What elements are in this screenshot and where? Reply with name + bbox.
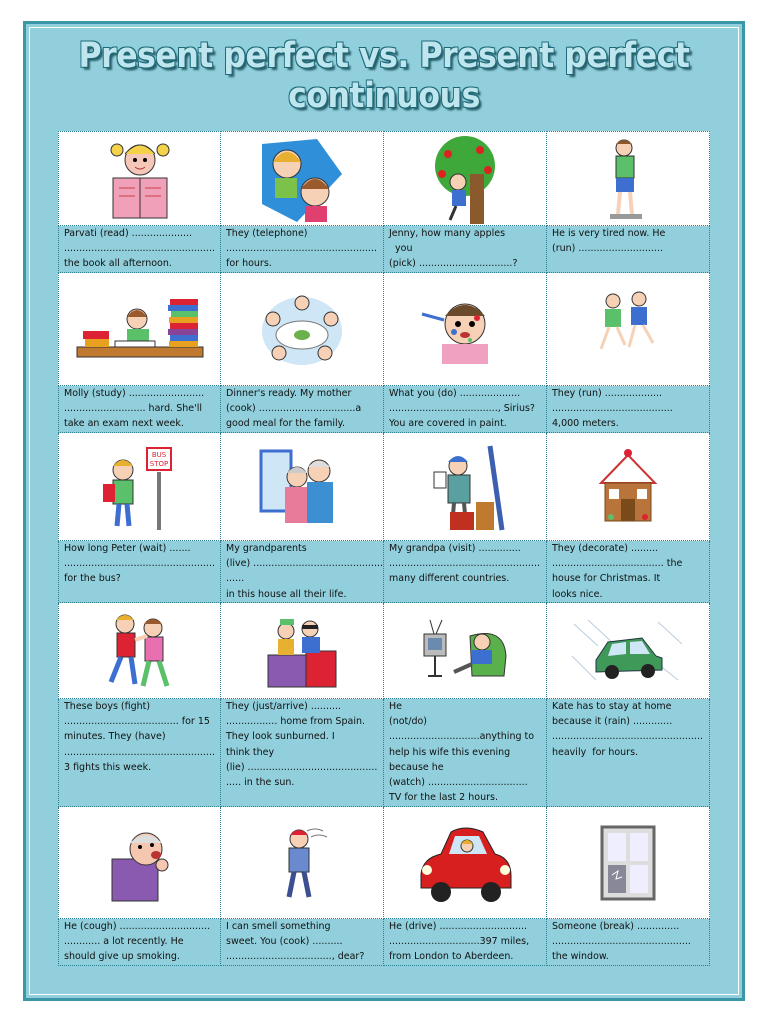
sentence-line: Kate has to stay at home (552, 701, 672, 712)
exercise-sentence (384, 226, 547, 273)
sentence-line: .................................................. (64, 746, 215, 758)
sentence-line: minutes. They (have) (64, 731, 166, 743)
boy-smelling-illustration (267, 823, 337, 903)
sentence-line: .................................................. (64, 558, 215, 570)
man-coughing-picture (58, 807, 221, 919)
grandpa-with-luggage-illustration (420, 442, 510, 532)
sentence-line: sweet. You (cook) .......... (226, 936, 343, 948)
sentence-line: ..................................., dear? (226, 951, 365, 963)
sentence-line: (pick) ...............................? (389, 258, 518, 270)
sentence-line: you (389, 243, 413, 255)
girl-studying-books-picture (58, 273, 221, 386)
sentence-line: My grandparents (226, 543, 307, 554)
boys-fighting-illustration (95, 606, 185, 696)
sentence-line: My grandpa (visit) .............. (389, 543, 521, 554)
exercise-sentence (547, 386, 710, 433)
sentence-line: These boys (fight) (64, 701, 151, 712)
sentence-line: ...... (226, 573, 245, 585)
tired-runner-illustration (598, 134, 658, 224)
family-with-luggage-picture (221, 603, 384, 699)
sentence-line: Someone (break) .............. (552, 921, 680, 932)
sentence-line: ........................................ (552, 403, 673, 415)
exercise-sentence (547, 226, 710, 273)
sentence-line: Molly (study) ......................... (64, 388, 205, 399)
sentence-line: (run) ............................ (552, 243, 663, 255)
family-dinner-table-illustration (257, 289, 347, 369)
exercise-sentence (384, 386, 547, 433)
man-watching-tv-picture (384, 603, 547, 699)
sentence-line: help his wife this evening (389, 746, 511, 758)
sentence-line: .................................................. (226, 243, 377, 255)
sentence-line: for hours. (226, 258, 272, 270)
sentence-line: Jenny, how many apples (389, 228, 506, 239)
car-in-rain-picture (547, 603, 710, 699)
svg-text:STOP: STOP (149, 459, 168, 468)
sentence-line: (watch) ................................. (389, 777, 528, 789)
sentence-line: 3 fights this week. (64, 761, 152, 773)
sentence-line: house for Christmas. It (552, 573, 661, 585)
sentence-line: How long Peter (wait) ....... (64, 543, 191, 554)
exercise-sentence (384, 541, 547, 603)
exercise-sentence (58, 699, 221, 807)
boy-smelling-picture (221, 807, 384, 919)
sentence-row (58, 541, 710, 603)
exercise-sentence (58, 919, 221, 966)
girl-studying-books-illustration (75, 289, 205, 369)
grandparents-at-window-picture (221, 433, 384, 541)
sentence-row (58, 919, 710, 966)
exercise-sentence (547, 541, 710, 603)
sentence-line: take an exam next week. (64, 418, 184, 430)
sentence-line: He (389, 701, 402, 712)
sentence-line: because he (389, 761, 444, 773)
family-with-luggage-illustration (262, 611, 342, 691)
sentence-line: think they (226, 746, 275, 758)
exercise-sentence (58, 386, 221, 433)
car-in-rain-illustration (568, 616, 688, 686)
svg-text:BUS: BUS (151, 450, 166, 459)
sentence-line: for the bus? (64, 573, 121, 585)
sentence-line: They (telephone) (226, 228, 308, 239)
exercise-sentence (221, 541, 384, 603)
sentence-line: ..............................anything to (389, 731, 535, 743)
sentence-row (58, 226, 710, 273)
sentence-line: They (decorate) ......... (552, 543, 659, 554)
girls-on-telephone-illustration (257, 134, 347, 224)
sentence-line: I can smell something (226, 921, 331, 932)
boy-at-bus-stop-picture (58, 433, 221, 541)
exercise-sentence (384, 699, 547, 807)
sentence-line: because it (rain) ............. (552, 716, 673, 728)
woman-driving-red-car-picture (384, 807, 547, 919)
exercise-sentence (221, 919, 384, 966)
sentence-line: TV for the last 2 hours. (389, 792, 498, 804)
sentence-line: from London to Aberdeen. (389, 951, 514, 963)
tired-runner-picture (547, 131, 710, 226)
gingerbread-house-illustration (593, 447, 663, 527)
sentence-line: They (just/arrive) .......... (226, 701, 342, 712)
sentence-line: .................................................. (389, 558, 540, 570)
sentence-line: ........................... hard. She'll (64, 403, 202, 415)
sentence-line: ..................................... the (552, 558, 683, 570)
sentence-line: heavily for hours. (552, 746, 639, 758)
man-watching-tv-illustration (420, 616, 510, 686)
man-coughing-illustration (100, 823, 180, 903)
sentence-line: the window. (552, 951, 609, 963)
sentence-line: They (run) ................... (552, 388, 663, 399)
girls-on-telephone-picture (221, 131, 384, 226)
exercise-sentence (58, 226, 221, 273)
sentence-row (58, 386, 710, 433)
sentence-line: ...................................., Sirius? (389, 403, 535, 415)
sentence-line: good meal for the family. (226, 418, 345, 430)
sentence-line: in this house all their life. (226, 588, 347, 600)
picture-row (58, 433, 710, 541)
broken-window-illustration (598, 823, 658, 903)
sentence-line: Dinner's ready. My mother (226, 388, 352, 399)
sentence-line: the book all afternoon. (64, 258, 172, 270)
picture-row (58, 273, 710, 386)
sentence-line: should give up smoking. (64, 951, 180, 963)
grandpa-with-luggage-picture (384, 433, 547, 541)
sentence-line: (live) ........................................... (226, 558, 384, 570)
sentence-line: You are covered in paint. (389, 418, 507, 430)
sentence-line: Parvati (read) .................... (64, 228, 193, 239)
two-runners-illustration (593, 289, 663, 369)
girl-in-apple-tree-illustration (420, 134, 510, 224)
sentence-line: (lie) ........................................... (226, 761, 378, 773)
grandparents-at-window-illustration (257, 447, 347, 527)
picture-row (58, 131, 710, 226)
sentence-line: looks nice. (552, 588, 603, 600)
exercise-sentence (221, 699, 384, 807)
sentence-line: .................................................. (552, 731, 703, 743)
sentence-line: He (cough) .............................. (64, 921, 211, 932)
girl-reading-book-illustration (95, 134, 185, 224)
woman-driving-red-car-illustration (415, 818, 515, 908)
picture-row (58, 807, 710, 919)
sentence-line: ..............................397 miles, (389, 936, 530, 948)
boys-fighting-picture (58, 603, 221, 699)
family-dinner-table-picture (221, 273, 384, 386)
exercise-sentence (384, 919, 547, 966)
sentence-line: .................................................. (64, 243, 215, 255)
sentence-line: What you (do) .................... (389, 388, 521, 399)
boy-covered-in-paint-picture (384, 273, 547, 386)
sentence-line: He is very tired now. He (552, 228, 666, 239)
sentence-line: (not/do) (389, 716, 428, 728)
sentence-row (58, 699, 710, 807)
sentence-line: ..... in the sun. (226, 777, 295, 789)
gingerbread-house-picture (547, 433, 710, 541)
sentence-line: (cook) ................................a (226, 403, 362, 415)
sentence-line: ................. home from Spain. (226, 716, 365, 728)
worksheet-title: Present perfect vs. Present perfect continuous (78, 36, 690, 116)
sentence-line: They look sunburned. I (226, 731, 335, 743)
boy-covered-in-paint-illustration (420, 294, 510, 364)
two-runners-picture (547, 273, 710, 386)
exercise-sentence (221, 386, 384, 433)
exercise-sentence (221, 226, 384, 273)
girl-in-apple-tree-picture (384, 131, 547, 226)
sentence-line: many different countries. (389, 573, 510, 585)
exercise-grid (58, 131, 710, 966)
exercise-sentence (547, 919, 710, 966)
sentence-line: He (drive) ............................. (389, 921, 528, 932)
exercise-sentence (547, 699, 710, 807)
broken-window-picture (547, 807, 710, 919)
sentence-line: 4,000 meters. (552, 418, 619, 430)
sentence-line: ...................................... for 15 (64, 716, 210, 728)
sentence-line: ............ a lot recently. He (64, 936, 184, 948)
boy-at-bus-stop-illustration (95, 442, 185, 532)
sentence-line: .............................................. (552, 936, 691, 948)
exercise-sentence (58, 541, 221, 603)
girl-reading-book-picture (58, 131, 221, 226)
picture-row (58, 603, 710, 699)
